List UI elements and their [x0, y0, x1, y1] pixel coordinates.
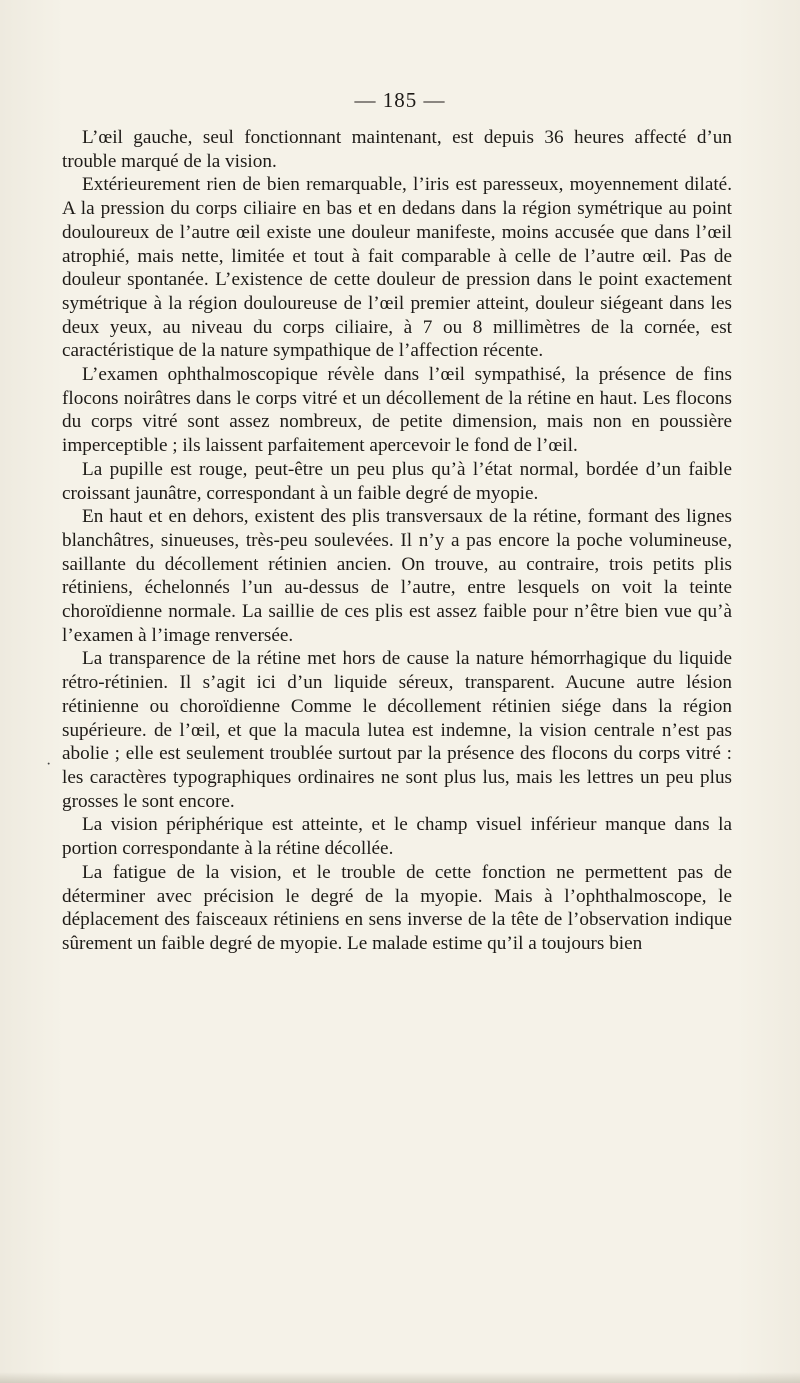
paragraph: La transparence de la rétine met hors de cause la nature hémorrhagique du liquide rétro-rétinien. Il s’agit ici d’un liquide séreux, transparent. Aucune autre lésion rétinienne ou choroïdienne Comme le décollement rétinien siége dans la région supérieure. de l’œil, et que la macula lutea est indemne, la vision centrale n’est pas abolie ; elle est seulement troublée surtout par la présence des flocons du corps vitré : les caractères typographiques ordinaires ne sont plus lus, mais les lettres un peu plus grosses le sont encore.: [62, 648, 732, 812]
paragraph: La pupille est rouge, peut-être un peu plus qu’à l’état normal, bordée d’un faible croissant jaunâtre, correspondant à un faible degré de myopie.: [62, 458, 732, 504]
paragraph: L’examen ophthalmoscopique révèle dans l’œil sympathisé, la présence de fins flocons noirâtres dans le corps vitré et un décollement de la rétine en haut. Les flocons du corps vitré sont assez nombreux, de petite dimension, mais non en poussière imperceptible ; ils laissent parfaitement apercevoir le fond de l’œil.: [62, 364, 732, 457]
scan-edge: [0, 1372, 800, 1383]
paragraph: La fatigue de la vision, et le trouble de cette fonction ne permettent pas de déterminer avec précision le degré de la myopie. Mais à l’ophthalmoscope, le déplacement des faisceaux rétiniens en sens inverse de la tête de l’observation indique sûrement un faible degré de myopie. Le malade estime qu’il a toujours bien: [62, 861, 732, 954]
margin-mark: ·: [46, 756, 52, 773]
paragraph: L’œil gauche, seul fonctionnant maintenant, est depuis 36 heures affecté d’un trouble marqué de la vision.: [62, 127, 732, 172]
paragraph: La vision périphérique est atteinte, et le champ visuel inférieur manque dans la portion correspondante à la rétine décollée.: [62, 814, 732, 860]
paragraph: En haut et en dehors, existent des plis transversaux de la rétine, formant des lignes blanchâtres, sinueuses, très-peu soulevées. Il n’y a pas encore la poche volumineuse, saillante du décollement rétinien ancien. On trouve, au contraire, trois petits plis rétiniens, échelonnés l’un au-dessus de l’autre, entre lesquels on voit la teinte choroïdienne normale. La saillie de ces plis est assez faible pour n’être bien vue qu’à l’examen à l’image renversée.: [62, 506, 732, 646]
paragraph: Extérieurement rien de bien remarquable, l’iris est paresseux, moyennement dilaté. A la pression du corps ciliaire en bas et en dedans dans la région symétrique au point douloureux de l’autre œil existe une douleur manifeste, moins accusée que dans l’œil atrophié, mais nette, limitée et tout à fait comparable à celle de l’autre œil. Pas de douleur spontanée. L’existence de cette douleur de pression dans le point exactement symétrique à la région douloureuse de l’œil premier atteint, douleur siégeant dans les deux yeux, au niveau du corps ciliaire, à 7 ou 8 millimètres de la cornée, est caractéristique de la nature sympathique de l’affection récente.: [62, 174, 732, 362]
page-number: — 185 —: [354, 88, 446, 112]
body-text: [62, 126, 732, 956]
